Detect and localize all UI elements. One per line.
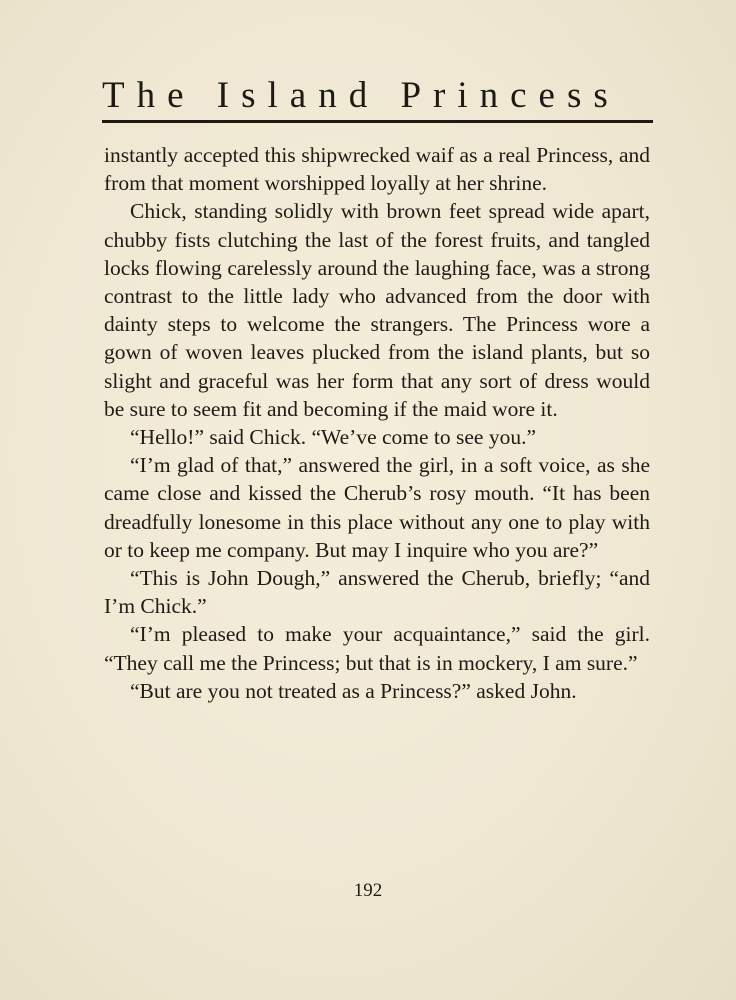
paragraph-hello: “Hello!” said Chick. “We’ve come to see you.” [130, 425, 537, 450]
paragraph-continuation: instantly accepted this shipwrecked waif as a real Princess, and from that moment worshipped loyally at her shrine. [104, 143, 650, 196]
paragraph-pleased-to-meet: “I’m pleased to make your acquaintance,” said the girl. “They call me the Princess; but that is in mockery, I am sure.” [104, 622, 650, 675]
header-rule [102, 120, 653, 123]
paragraph-this-is-john-dough: “This is John Dough,” answered the Cherub, briefly; “and I’m Chick.” [104, 566, 650, 619]
running-header-title: The Island Princess [102, 75, 620, 116]
paragraph-chick-description: Chick, standing solidly with brown feet spread wide apart, chubby fists clutching the last of the forest fruits, and tangled locks flowing carelessly around the laughing face, was a strong contrast to the little lady who advanced from the door with dainty steps to welcome the strangers. The Princess wore a gown of woven leaves plucked from the island plants, but so slight and graceful was her form that any sort of dress would be sure to seem fit and becoming if the maid wore it. [104, 199, 650, 421]
paragraph-treated-as-princess: “But are you not treated as a Princess?” asked John. [130, 678, 577, 703]
page-number: 192 [353, 880, 383, 901]
paragraph-glad-of-that: “I’m glad of that,” answered the girl, in a soft voice, as she came close and kissed the Cherub’s rosy mouth. “It has been dreadfully lonesome in this place without any one to play with or to keep me company. But may I inquire who you are?” [104, 453, 650, 562]
body-text [104, 141, 650, 705]
